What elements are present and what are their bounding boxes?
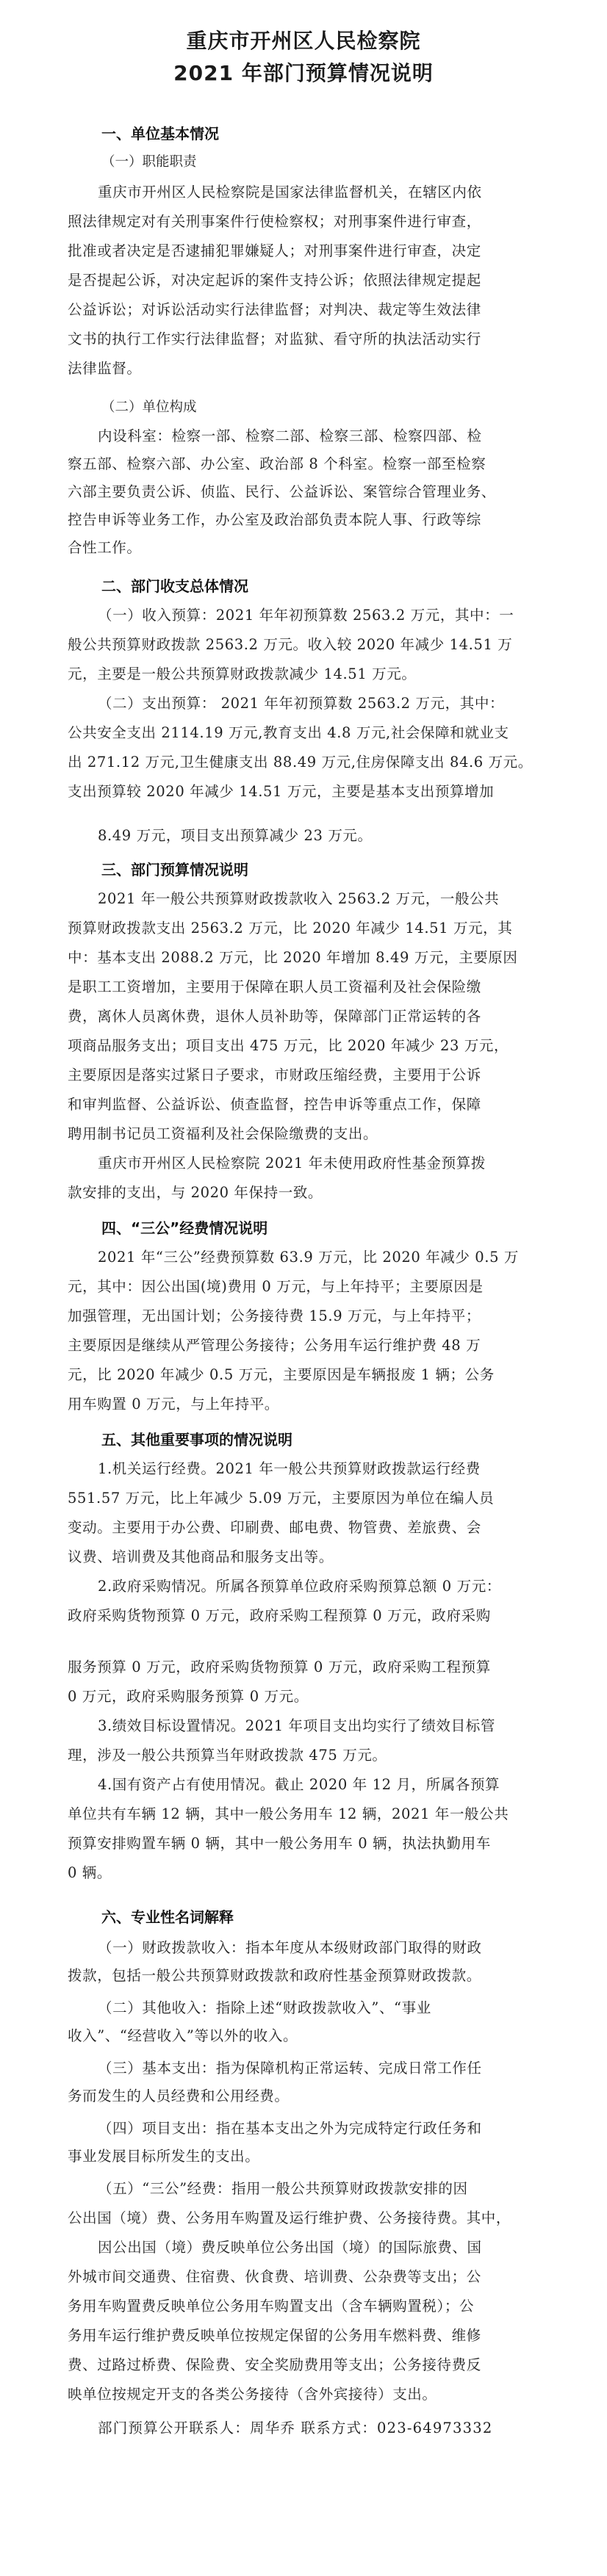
section-4-heading: 四、“三公”经费情况说明 bbox=[101, 1219, 268, 1237]
paragraph-line: 单位共有车辆 12 辆，其中一般公务用车 12 辆，2021 年一般公共 bbox=[68, 1805, 509, 1822]
paragraph-line: 支出预算较 2020 年减少 14.51 万元，主要是基本支出预算增加 bbox=[68, 783, 495, 800]
paragraph-line: 主要原因是落实过紧日子要求，市财政压缩经费，主要用于公诉 bbox=[68, 1067, 481, 1083]
paragraph-line: 元，主要是一般公共预算财政拨款减少 14.51 万元。 bbox=[68, 665, 417, 682]
section-1-subheading-composition: （二）单位构成 bbox=[101, 400, 197, 415]
paragraph-line: 项商品服务支出；项目支出 475 万元，比 2020 年减少 23 万元， bbox=[68, 1037, 509, 1054]
paragraph-line: 3.绩效目标设置情况。2021 年项目支出均实行了绩效目标管 bbox=[98, 1717, 495, 1734]
paragraph-line: 元，比 2020 年减少 0.5 万元，主要原因是车辆报废 1 辆；公务 bbox=[68, 1366, 495, 1383]
paragraph-line: 重庆市开州区人民检察院 2021 年未使用政府性基金预算拨 bbox=[98, 1155, 486, 1172]
paragraph-line: 事业发展目标所发生的支出。 bbox=[68, 2148, 260, 2165]
paragraph-line: 务而发生的人员经费和公用经费。 bbox=[68, 2088, 290, 2104]
section-1-subheading-duties: （一）职能职责 bbox=[101, 154, 197, 170]
paragraph-line: 务用车购置费反映单位公务用车购置支出（含车辆购置税）；公 bbox=[68, 2298, 475, 2315]
paragraph-line: 是否提起公诉，对决定起诉的案件支持公诉；依照法律规定提起 bbox=[68, 272, 481, 289]
section-3-heading: 三、部门预算情况说明 bbox=[101, 861, 248, 878]
section-5-heading: 五、其他重要事项的情况说明 bbox=[101, 1431, 292, 1448]
paragraph-line: 察五部、检察六部、办公室、政治部 8 个科室。检察一部至检察 bbox=[68, 455, 486, 472]
paragraph-line: 政府采购货物预算 0 万元，政府采购工程预算 0 万元，政府采购 bbox=[68, 1607, 491, 1624]
paragraph-line: （二）其他收入：指除上述“财政拨款收入”、“事业 bbox=[98, 1999, 431, 2016]
paragraph-line: 合性工作。 bbox=[68, 539, 142, 556]
paragraph-line: 内设科室：检察一部、检察二部、检察三部、检察四部、检 bbox=[98, 427, 482, 444]
paragraph-line: 公共安全支出 2114.19 万元,教育支出 4.8 万元,社会保障和就业支 bbox=[68, 724, 509, 741]
paragraph-line: （一）收入预算：2021 年年初预算数 2563.2 万元，其中：一 bbox=[98, 607, 514, 624]
paragraph-line: 重庆市开州区人民检察院是国家法律监督机关，在辖区内依 bbox=[98, 184, 482, 201]
contact-line: 部门预算公开联系人：周华乔 联系方式：023-64973332 bbox=[98, 2420, 493, 2436]
paragraph-line: 服务预算 0 万元，政府采购货物预算 0 万元，政府采购工程预算 bbox=[68, 1659, 491, 1675]
paragraph-line: 文书的执行工作实行法律监督；对监狱、看守所的执法活动实行 bbox=[68, 331, 481, 347]
paragraph-line: 务用车运行维护费反映单位按规定保留的公务用车燃料费、维修 bbox=[68, 2327, 481, 2344]
paragraph-line: 预算财政拨款支出 2563.2 万元，比 2020 年减少 14.51 万元，其 bbox=[68, 920, 513, 937]
paragraph-line: 4.国有资产占有使用情况。截止 2020 年 12 月，所属各预算 bbox=[98, 1776, 500, 1793]
paragraph-line: 因公出国（境）费反映单位公务出国（境）的国际旅费、国 bbox=[98, 2239, 482, 2256]
paragraph-line: （四）项目支出：指在基本支出之外为完成特定行政任务和 bbox=[98, 2120, 482, 2137]
paragraph-line: （五）“三公”经费：指用一般公共预算财政拨款安排的因 bbox=[98, 2180, 468, 2197]
paragraph-line: 2021 年一般公共预算财政拨款收入 2563.2 万元，一般公共 bbox=[98, 890, 500, 907]
paragraph-line: 2.政府采购情况。所属各预算单位政府采购预算总额 0 万元： bbox=[98, 1578, 501, 1595]
paragraph-line: （三）基本支出：指为保障机构正常运转、完成日常工作任 bbox=[98, 2060, 482, 2077]
paragraph-line: 0 万元，政府采购服务预算 0 万元。 bbox=[68, 1688, 309, 1705]
paragraph-line: 用车购置 0 万元，与上年持平。 bbox=[68, 1396, 279, 1413]
paragraph-line: 控告申诉等业务工作，办公室及政治部负责本院人事、行政等综 bbox=[68, 511, 481, 528]
paragraph-line: 般公共预算财政拨款 2563.2 万元。收入较 2020 年减少 14.51 万 bbox=[68, 636, 513, 653]
paragraph-line: 预算安排购置车辆 0 辆，其中一般公务用车 0 辆，执法执勤用车 bbox=[68, 1835, 491, 1852]
section-1-heading: 一、单位基本情况 bbox=[101, 125, 219, 142]
paragraph-line: 8.49 万元，项目支出预算减少 23 万元。 bbox=[98, 827, 373, 844]
paragraph-line: 费，离休人员离休费，退休人员补助等，保障部门正常运转的各 bbox=[68, 1008, 481, 1025]
paragraph-line: 主要原因是继续从严管理公务接待；公务用车运行维护费 48 万 bbox=[68, 1337, 481, 1354]
paragraph-line: 1.机关运行经费。2021 年一般公共预算财政拨款运行经费 bbox=[98, 1460, 481, 1477]
paragraph-line: 款安排的支出，与 2020 年保持一致。 bbox=[68, 1184, 323, 1201]
paragraph-line: （二）支出预算： 2021 年年初预算数 2563.2 万元，其中： bbox=[98, 695, 505, 712]
paragraph-line: 变动。主要用于办公费、印刷费、邮电费、物管费、差旅费、会 bbox=[68, 1519, 481, 1536]
paragraph-line: 拨款，包括一般公共预算财政拨款和政府性基金预算财政拨款。 bbox=[68, 1967, 481, 1984]
paragraph-line: （一）财政拨款收入：指本年度从本级财政部门取得的财政 bbox=[98, 1939, 482, 1956]
paragraph-line: 2021 年“三公”经费预算数 63.9 万元，比 2020 年减少 0.5 万 bbox=[98, 1249, 520, 1266]
paragraph-line: 法律监督。 bbox=[68, 360, 142, 377]
paragraph-line: 中：基本支出 2088.2 万元，比 2020 年增加 8.49 万元，主要原因 bbox=[68, 949, 518, 966]
paragraph-line: 0 辆。 bbox=[68, 1864, 112, 1881]
paragraph-line: 551.57 万元，比上年减少 5.09 万元，主要原因为单位在编人员 bbox=[68, 1490, 495, 1507]
paragraph-line: 映单位按规定开支的各类公务接待（含外宾接待）支出。 bbox=[68, 2386, 437, 2403]
paragraph-line: 出 271.12 万元,卫生健康支出 88.49 万元,住房保障支出 84.6 万元。 bbox=[68, 754, 533, 771]
document-title-line-1: 重庆市开州区人民检察院 bbox=[186, 29, 421, 53]
paragraph-line: 元，其中：因公出国(境)费用 0 万元，与上年持平；主要原因是 bbox=[68, 1278, 484, 1295]
paragraph-line: 公益诉讼；对诉讼活动实行法律监督；对判决、裁定等生效法律 bbox=[68, 301, 481, 318]
paragraph-line: 聘用制书记员工资福利及社会保险缴费的支出。 bbox=[68, 1125, 378, 1142]
section-2-heading: 二、部门收支总体情况 bbox=[101, 577, 248, 595]
paragraph-line: 收入”、“经营收入”等以外的收入。 bbox=[68, 2027, 298, 2044]
paragraph-line: 照法律规定对有关刑事案件行使检察权；对刑事案件进行审查， bbox=[68, 213, 481, 230]
paragraph-line: 和审判监督、公益诉讼、侦查监督，控告申诉等重点工作，保障 bbox=[68, 1096, 481, 1113]
paragraph-line: 外城市间交通费、住宿费、伙食费、培训费、公杂费等支出；公 bbox=[68, 2268, 481, 2285]
paragraph-line: 公出国（境）费、公务用车购置及运行维护费、公务接待费。其中， bbox=[68, 2209, 511, 2226]
paragraph-line: 议费、培训费及其他商品和服务支出等。 bbox=[68, 1548, 334, 1565]
paragraph-line: 批准或者决定是否逮捕犯罪嫌疑人；对刑事案件进行审查，决定 bbox=[68, 242, 481, 259]
document-title-line-2: 2021 年部门预算情况说明 bbox=[173, 61, 434, 85]
paragraph-line: 是职工工资增加，主要用于保障在职人员工资福利及社会保险缴 bbox=[68, 978, 481, 995]
section-6-heading: 六、专业性名词解释 bbox=[101, 1908, 234, 1926]
paragraph-line: 费、过路过桥费、保险费、安全奖励费用等支出；公务接待费反 bbox=[68, 2356, 481, 2373]
paragraph-line: 加强管理，无出国计划；公务接待费 15.9 万元，与上年持平； bbox=[68, 1307, 481, 1324]
paragraph-line: 六部主要负责公诉、侦监、民行、公益诉讼、案管综合管理业务、 bbox=[68, 483, 496, 500]
paragraph-line: 理，涉及一般公共预算当年财政拨款 475 万元。 bbox=[68, 1747, 387, 1764]
